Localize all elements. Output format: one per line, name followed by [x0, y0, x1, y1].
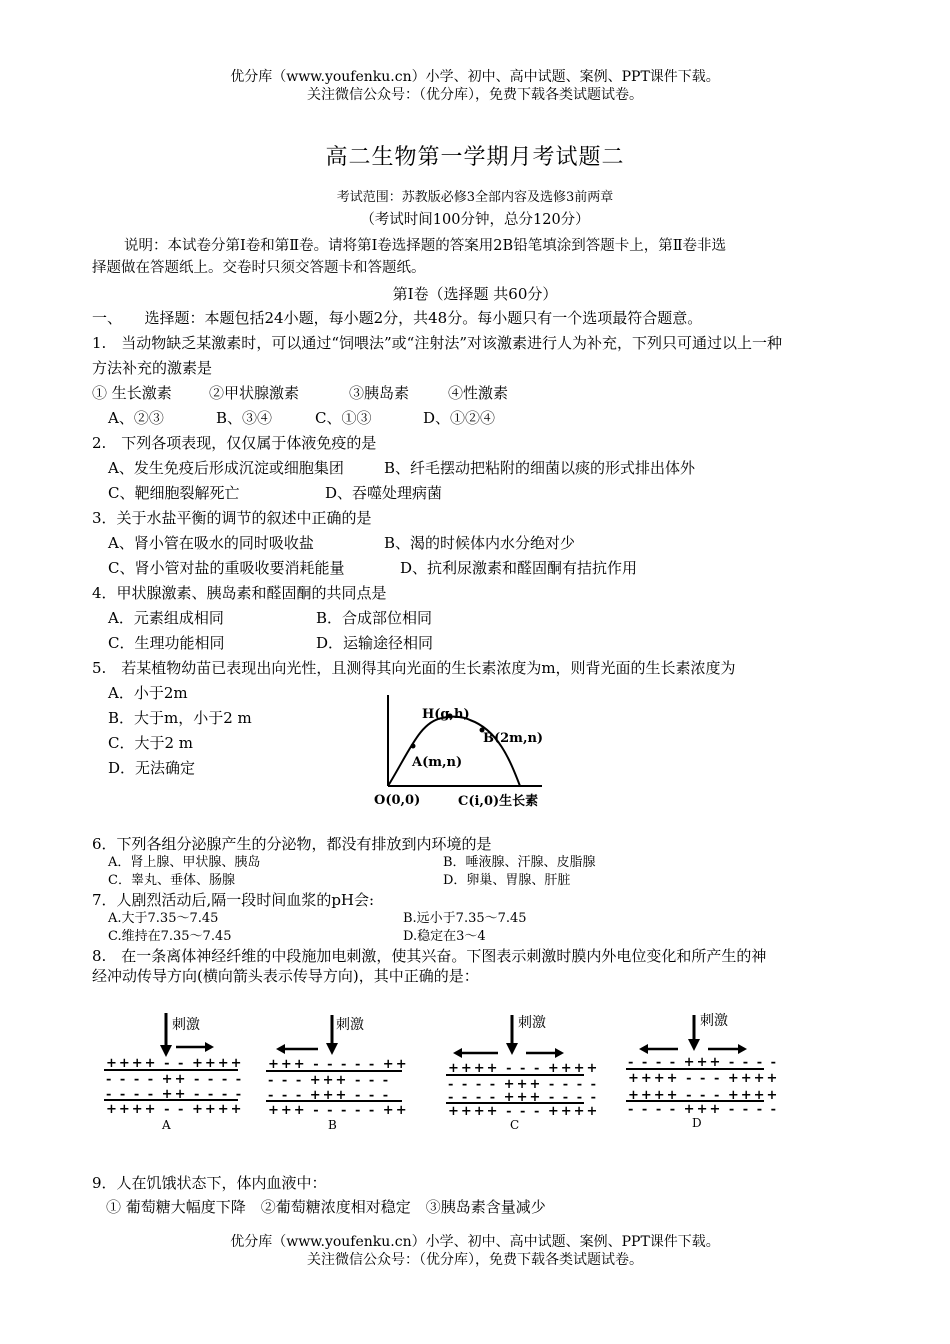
- instructions-line2: 择题做在答题纸上。交卷时只须交答题卡和答题纸。: [92, 260, 426, 276]
- panel-c-conduction-right-arrowhead: [555, 1048, 564, 1058]
- panel-d-bottom-inner: ++++ - - - ++++: [628, 1088, 780, 1103]
- panel-c: [446, 1015, 599, 1132]
- q1-option-a[interactable]: A、②③: [108, 409, 164, 427]
- q8-stem-line1: 8. 在一条离体神经纤维的中段施加电刺激，使其兴奋。下图表示刺激时膜内外电位变化和所产生的神: [92, 947, 767, 965]
- q1-option-d[interactable]: D、①②④: [423, 409, 496, 427]
- q4-option-a[interactable]: A．元素组成相同: [108, 609, 224, 627]
- panel-d-conduction-left-arrowhead: [639, 1044, 648, 1054]
- label-peak: H(g,h): [422, 707, 470, 722]
- panel-a-label: A: [162, 1118, 171, 1132]
- panel-d-top-inner: ++++ - - - ++++: [628, 1071, 780, 1086]
- panel-c-conduction-left-arrowhead: [453, 1048, 462, 1058]
- panel-a-top-outer: ++++ - - ++++: [106, 1056, 244, 1071]
- q2-option-d[interactable]: D、吞噬处理病菌: [325, 484, 443, 502]
- panel-d-stimulus-arrowhead: [688, 1039, 700, 1051]
- q5-option-a[interactable]: A．小于2m: [108, 684, 188, 702]
- label-a: A(m,n): [412, 755, 463, 770]
- q6-stem: 6．下列各组分泌腺产生的分泌物，都没有排放到内环境的是: [92, 835, 492, 853]
- growth-curve: [388, 717, 520, 786]
- label-origin: O(0,0): [374, 793, 421, 808]
- panel-a-stimulus-label: 刺激: [172, 1017, 200, 1033]
- exam-time-info: （考试时间100分钟，总分120分）: [360, 212, 590, 228]
- panel-c-top-outer: ++++ - - - ++++: [448, 1061, 600, 1076]
- section1-title: 第Ⅰ卷（选择题 共60分）: [392, 285, 558, 303]
- q2-option-a[interactable]: A、发生免疫后形成沉淀或细胞集团: [108, 459, 344, 477]
- q5-option-b[interactable]: B．大于m，小于2 m: [108, 709, 252, 727]
- q1-option-b[interactable]: B、③④: [216, 409, 273, 427]
- label-c: C(i,0)生长素: [458, 794, 539, 809]
- q7-option-d[interactable]: D.稳定在3～4: [403, 929, 486, 944]
- auxin-growth-graph: [370, 690, 550, 815]
- panel-d-stimulus-label: 刺激: [700, 1013, 728, 1029]
- q1-stem-line1: 1. 当动物缺乏某激素时，可以通过“饲喂法”或“注射法”对该激素进行人为补充，下列只可通过以上一种: [92, 334, 782, 352]
- panel-d-conduction-right-arrowhead: [738, 1044, 747, 1054]
- q7-stem: 7．人剧烈活动后,隔一段时间血浆的pH会:: [92, 891, 375, 909]
- panel-b-label: B: [328, 1118, 337, 1132]
- panel-b-top-outer: +++ - - - - - ++: [268, 1057, 409, 1072]
- q7-option-c[interactable]: C.维持在7.35～7.45: [108, 929, 232, 944]
- q1-item-4: ④性激素: [448, 384, 509, 402]
- panel-c-bottom-outer: ++++ - - - ++++: [448, 1104, 600, 1119]
- q6-option-b[interactable]: B．唾液腺、汗腺、皮脂腺: [443, 855, 596, 870]
- panel-c-stimulus-arrowhead: [506, 1043, 518, 1055]
- instructions-line1: 说明：本试卷分第Ⅰ卷和第Ⅱ卷。请将第Ⅰ卷选择题的答案用2B铅笔填涂到答题卡上，第Ⅱ卷非选: [124, 238, 727, 254]
- q3-option-a[interactable]: A、肾小管在吸水的同时吸收盐: [108, 534, 314, 552]
- panel-d: [626, 1013, 779, 1130]
- q1-item-3: ③胰岛素: [349, 384, 410, 402]
- footer-banner-line2: 关注微信公众号：（优分库），免费下载各类试题试卷。: [307, 1252, 643, 1268]
- q3-option-c[interactable]: C、肾小管对盐的重吸收要消耗能量: [108, 559, 345, 577]
- footer-banner-line1: 优分库（www.youfenku.cn）小学、初中、高中试题、案例、PPT课件下载。: [230, 1234, 720, 1250]
- panel-b-conduction-arrowhead: [276, 1044, 285, 1054]
- label-b: B(2m,n): [483, 731, 544, 746]
- panel-c-bottom-inner: - - - - +++ - - - -: [448, 1090, 599, 1105]
- q2-option-b[interactable]: B、纤毛摆动把粘附的细菌以痰的形式排出体外: [384, 459, 696, 477]
- q5-option-d[interactable]: D．无法确定: [108, 759, 196, 777]
- panel-d-label: D: [692, 1116, 702, 1130]
- q7-option-b[interactable]: B.远小于7.35～7.45: [403, 911, 527, 926]
- panel-d-top-outer: - - - - +++ - - - -: [628, 1055, 779, 1070]
- panel-a: [104, 1013, 244, 1132]
- q2-stem: 2. 下列各项表现，仅仅属于体液免疫的是: [92, 434, 377, 452]
- site-banner-line2: 关注微信公众号：（优分库），免费下载各类试题试卷。: [307, 87, 643, 103]
- panel-b-bottom-outer: +++ - - - - - ++: [268, 1103, 409, 1118]
- section1-intro: 一、 选择题：本题包括24小题，每小题2分，共48分。每小题只有一个选项最符合题意。: [92, 309, 703, 327]
- q5-option-c[interactable]: C．大于2 m: [108, 734, 194, 752]
- exam-scope: 考试范围：苏教版必修3全部内容及选修3前两章: [336, 190, 614, 205]
- q8-stem-line2: 经冲动传导方向(横向箭头表示传导方向)，其中正确的是：: [92, 967, 479, 985]
- q6-option-c[interactable]: C．睾丸、垂体、肠腺: [108, 873, 235, 888]
- q1-option-c[interactable]: C、①③: [315, 409, 372, 427]
- panel-b-stimulus-label: 刺激: [336, 1017, 364, 1033]
- panel-a-bottom-inner: - - - - ++ - - - -: [106, 1087, 244, 1102]
- q4-option-b[interactable]: B．合成部位相同: [316, 609, 433, 627]
- q9-items: ① 葡萄糖大幅度下降 ②葡萄糖浓度相对稳定 ③胰岛素含量减少: [106, 1198, 546, 1216]
- panel-a-conduction-arrowhead: [205, 1042, 214, 1052]
- panel-c-stimulus-label: 刺激: [518, 1015, 546, 1031]
- panel-b: [266, 1015, 409, 1132]
- q2-option-c[interactable]: C、靶细胞裂解死亡: [108, 484, 240, 502]
- site-banner-line1: 优分库（www.youfenku.cn）小学、初中、高中试题、案例、PPT课件下载。: [230, 69, 720, 85]
- point-a: [411, 744, 416, 749]
- panel-a-bottom-outer: ++++ - - ++++: [106, 1102, 244, 1117]
- q9-stem: 9．人在饥饿状态下，体内血液中：: [92, 1174, 327, 1192]
- q1-item-1: ① 生长激素: [92, 384, 172, 402]
- panel-c-top-inner: - - - - +++ - - - -: [448, 1077, 599, 1092]
- q7-option-a[interactable]: A.大于7.35～7.45: [108, 911, 219, 926]
- q4-option-c[interactable]: C．生理功能相同: [108, 634, 225, 652]
- q5-stem: 5. 若某植物幼苗已表现出向光性，且测得其向光面的生长素浓度为m，则背光面的生长素浓度为: [92, 659, 736, 677]
- q1-item-2: ②甲状腺激素: [209, 384, 300, 402]
- q4-option-d[interactable]: D．运输途径相同: [316, 634, 434, 652]
- q3-option-b[interactable]: B、渴的时候体内水分绝对少: [384, 534, 576, 552]
- q6-option-d[interactable]: D．卵巢、胃腺、肝脏: [443, 873, 571, 888]
- panel-d-bottom-outer: - - - - +++ - - - -: [628, 1102, 779, 1117]
- page-title: 高二生物第一学期月考试题二: [325, 145, 625, 170]
- q3-option-d[interactable]: D、抗利尿激素和醛固酮有拮抗作用: [400, 559, 638, 577]
- q3-stem: 3．关于水盐平衡的调节的叙述中正确的是: [92, 509, 372, 527]
- q4-stem: 4．甲状腺激素、胰岛素和醛固酮的共同点是: [92, 584, 387, 602]
- q1-stem-line2: 方法补充的激素是: [92, 359, 213, 377]
- nerve-impulse-figure: [100, 1005, 780, 1135]
- panel-b-top-inner: - - - +++ - - -: [268, 1073, 391, 1088]
- panel-a-top-inner: - - - - ++ - - - -: [106, 1072, 244, 1087]
- panel-b-bottom-inner: - - - +++ - - -: [268, 1088, 391, 1103]
- q6-option-a[interactable]: A．肾上腺、甲状腺、胰岛: [108, 855, 261, 870]
- panel-c-label: C: [510, 1118, 520, 1132]
- panel-b-stimulus-arrowhead: [326, 1043, 338, 1055]
